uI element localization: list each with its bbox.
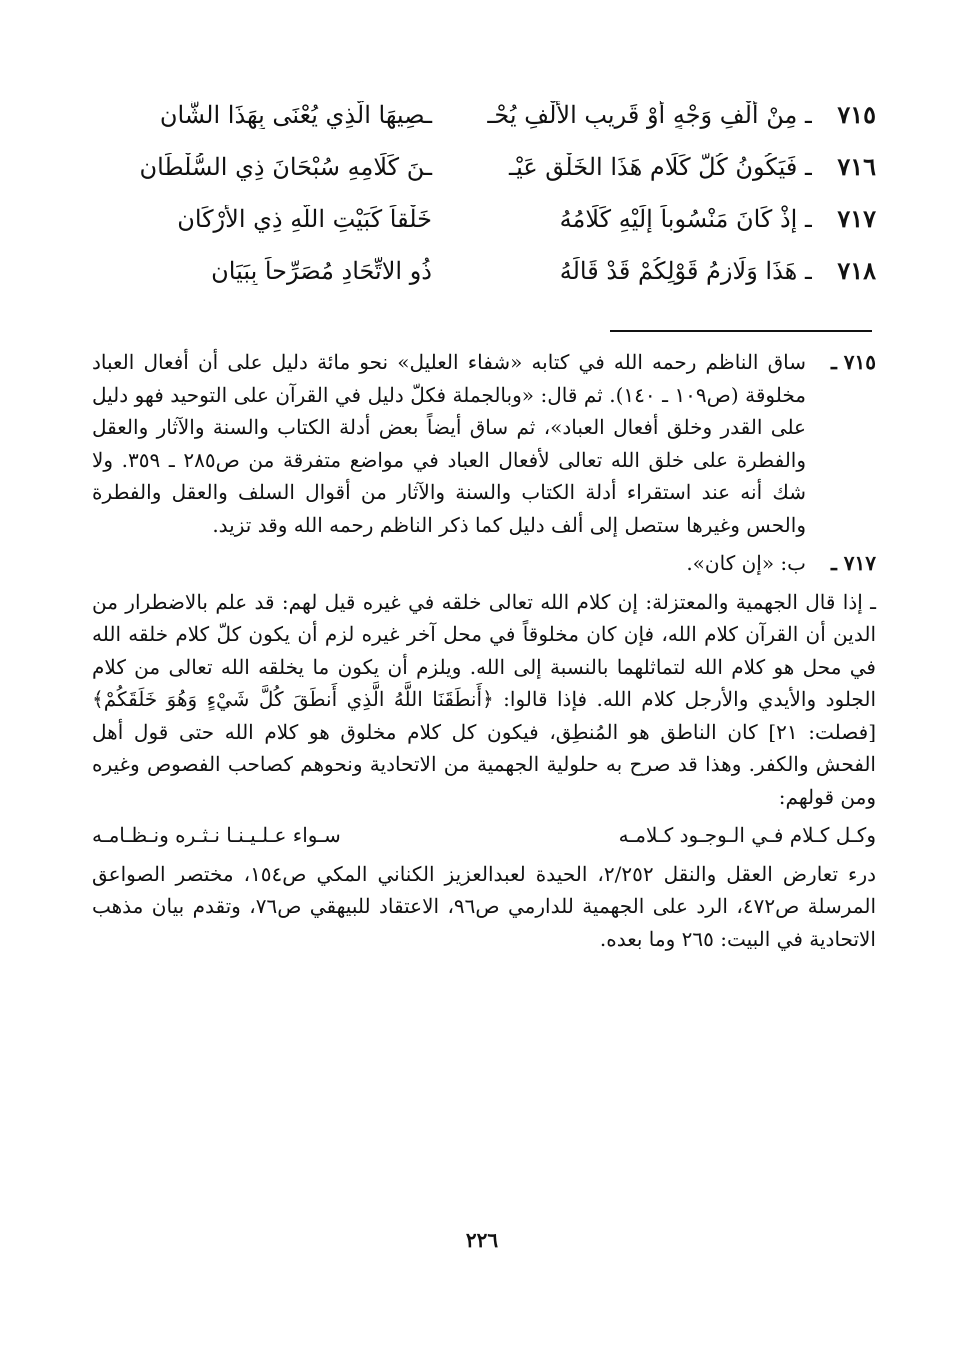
footnote-divider <box>610 330 872 332</box>
verse-second-hemistich: ـنَ كَلَامِهِ سُبْحَانَ ذِي السُّلْطَانِ <box>139 153 432 181</box>
verse-first-hemistich: ـ فَيَكُونُ كُلُّ كَلَامِ هَذَا الخَلْقِ عَيْـ <box>509 153 812 181</box>
verse-second-hemistich: ذُو الاتِّحَادِ مُصَرِّحاً بِبَيَانِ <box>211 257 432 285</box>
verse-number: ٧١٦ <box>837 152 876 181</box>
footnote-text: ساق الناظم رحمه الله في كتابه «شفاء العليل» نحو مائة دليل على أن أفعال العباد مخلوقة (ص١٠٩ ـ ١٤٠). ثم قال: «وبالجملة فكلّ دليل في القرآن على التوحيد فهو دليل على القدر وخلق أفعال العباد»، ثم ساق أيضاً بعض أدلة الكتاب والسنة والآثار والعقل والفطرة على خلق الله تعالى لأفعال العباد في مواضع متفرقة من ص٢٨٥ ـ ٣٥٩. ولا شك أنه عند استقراء أدلة الكتاب والسنة والآثار من أقوال السلف والعقل والفطرة والحس وغيرها ستصل إلى ألف دليل كما ذكر الناظم رحمه الله وقد تزيد. <box>92 350 806 537</box>
quoted-poem-line <box>92 819 876 852</box>
footnote-number: ٧١٥ ـ <box>830 350 876 374</box>
footnote-references: درء تعارض العقل والنقل ٢/٢٥٢، الحيدة لعبدالعزيز الكناني المكي ص١٥٤، مختصر الصواعق المرسلة ص٤٧٢، الرد على الجهمية للدارمي ص٩٦، الاعتقاد للبيهقي ص٧٦، وتقدم بيان مذهب الاتحادية في البيت: ٢٦٥ وما بعده. <box>92 861 877 951</box>
footnote-text: ب: «إن كان». <box>686 551 806 575</box>
verse-number: ٧١٧ <box>837 204 876 233</box>
footnote-paragraph: ـ إذا قال الجهمية والمعتزلة: إن كلام الله تعالى خلقه في غيره قيل لهم: قد علم بالاضطرار من الدين أن القرآن كلام الله، فإن كان مخلوقاً في محل آخر غيره لزم أن يكون كلّ كلام خلقه الله في محل هو كلام الله لتماثلهما بالنسبة إلى الله. ويلزم أن يكون ما يخلقه الله تعالى من كلام الجلود والأيدي والأرجل كلام الله. فإذا قالوا: ﴿أَنطَقَنَا اللَّهُ الَّذِي أَنطَقَ كُلَّ شَيْءٍ وَهُوَ خَلَقَكُمْ﴾ [فصلت: ٢١] كان الناطق هو المُنطِق، فيكون كل كلام مخلوق هو كلام الله حتى قول أهل الفحش والكفر. وهذا قد صرح به حلولية الجهمية من الاتحادية ونحوهم كصاحب الفصوص وغيره ومن قولهم: <box>92 589 876 809</box>
verse-line <box>80 256 876 308</box>
verse-first-hemistich: ـ هَذَا وَلَازِمُ قَوْلِكُمْ قَدْ قَالَهُ <box>559 257 812 285</box>
verse-line <box>80 100 876 152</box>
verse-second-hemistich: ـصِيهَا الَّذِي يُعْنَى بِهَذَا الشَّانِ <box>159 101 432 129</box>
page-number: ٢٢٦ <box>465 1228 499 1252</box>
footnote-715 <box>92 346 876 541</box>
verse-first-hemistich: ـ مِنْ أَلْفِ وَجْهٍ أَوْ قَرِيبِ الأَلْفِ يُحْـ <box>487 101 812 129</box>
footnote-number: ٧١٧ ـ <box>830 551 876 575</box>
verses-block <box>80 100 876 308</box>
poem-first-hemistich: وكـل كـلام فـي الـوجـود كـلامـه <box>618 823 876 847</box>
verse-line <box>80 152 876 204</box>
verse-first-hemistich: ـ إِذْ كَانَ مَنْسُوباً إِلَيْهِ كَلَامُهُ <box>559 205 812 233</box>
footnotes <box>92 340 876 955</box>
poem-second-hemistich: سـواء عـلـيـنـا نـثـره ونـظـامـه <box>92 823 341 847</box>
verse-number: ٧١٥ <box>837 100 876 129</box>
verse-line <box>80 204 876 256</box>
verse-number: ٧١٨ <box>837 256 876 285</box>
verse-second-hemistich: خَلْقاً كَبَيْتِ اللَّهِ ذِي الأَرْكَانِ <box>177 205 432 233</box>
footnote-717 <box>92 547 876 580</box>
